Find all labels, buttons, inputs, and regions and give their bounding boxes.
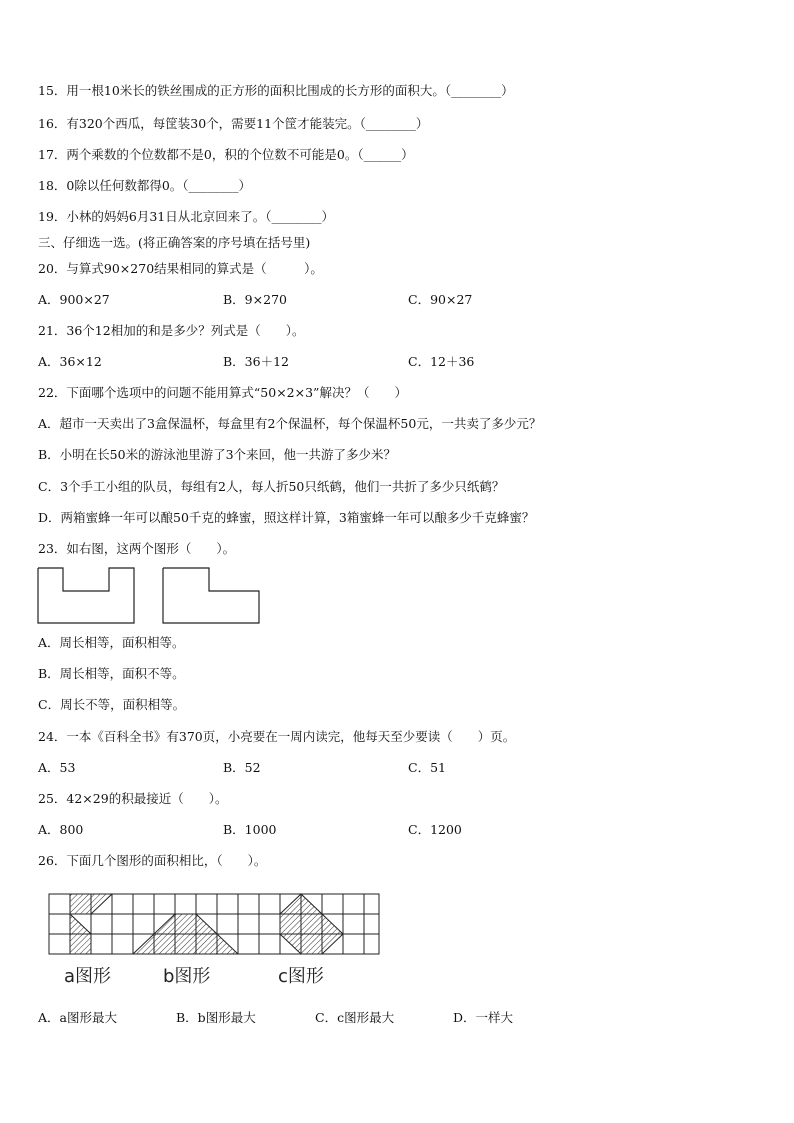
question-24-option-a: A．53 [38,760,76,775]
section-title: 三、仔细选一选。(将正确答案的序号填在括号里) [38,235,311,250]
question-26-stem: 26．下面几个图形的面积相比，（ ）。 [38,853,267,868]
question-20-option-b: B．9×270 [223,292,287,307]
question-18: 18．0除以任何数都得0。（________） [38,178,252,193]
question-25-stem: 25．42×29的积最接近（ ）。 [38,791,228,806]
question-26-option-d: D．一样大 [453,1010,514,1025]
question-16: 16．有320个西瓜，每筐装30个，需要11个筐才能装完。（________） [38,116,429,131]
question-24-option-b: B．52 [223,760,261,775]
question-23-stem: 23．如右图，这两个图形（ ）。 [38,541,236,556]
question-26-option-a: A．a图形最大 [38,1010,117,1025]
question-17: 17．两个乘数的个位数都不是0，积的个位数不可能是0。（______） [38,147,414,162]
question-25-option-c: C．1200 [408,822,462,837]
figure-b-label: b图形 [163,966,211,987]
question-23-option-c: C．周长不等，面积相等。 [38,697,186,712]
question-21-stem: 21．36个12相加的和是多少？列式是（ ）。 [38,323,305,338]
question-15: 15．用一根10米长的铁丝围成的正方形的面积比围成的长方形的面积大。（________） [38,83,514,98]
u-shape-figure [37,567,137,625]
question-23-option-a: A．周长相等，面积相等。 [38,635,185,650]
question-25-option-a: A．800 [38,822,84,837]
question-19: 19．小林的妈妈6月31日从北京回来了。（________） [38,209,335,224]
figure-c [280,894,343,954]
area-grid [47,892,383,958]
question-21-option-a: A．36×12 [38,354,102,369]
question-21-option-c: C．12＋36 [408,354,475,369]
question-20-option-c: C．90×27 [408,292,473,307]
question-22-option-d: D．两箱蜜蜂一年可以酿50千克的蜂蜜，照这样计算，3箱蜜蜂一年可以酿多少千克蜂蜜？ [38,510,535,525]
figure-a-right [91,894,112,914]
figure-a-label: a图形 [64,966,112,987]
question-22-option-a: A．超市一天卖出了3盒保温杯，每盒里有2个保温杯，每个保温杯50元，一共卖了多少元？ [38,416,542,431]
question-24-stem: 24．一本《百科全书》有370页，小亮要在一周内读完，他每天至少要读（ ）页。 [38,729,516,744]
figure-a [70,894,91,954]
question-26-option-c: C．c图形最大 [315,1010,395,1025]
l-step-shape-figure [162,567,262,625]
question-25-option-b: B．1000 [223,822,277,837]
question-22-option-b: B．小明在长50米的游泳池里游了3个来回，他一共游了多少米？ [38,447,397,462]
question-26-option-b: B．b图形最大 [176,1010,256,1025]
question-22-stem: 22．下面哪个选项中的问题不能用算式“50×2×3”解决？（ ） [38,385,407,400]
figure-c-label: c图形 [278,966,324,987]
question-24-option-c: C．51 [408,760,446,775]
question-20-stem: 20．与算式90×270结果相同的算式是（ ）。 [38,261,323,276]
question-23-option-b: B．周长相等，面积不等。 [38,666,185,681]
question-20-option-a: A．900×27 [38,292,110,307]
question-22-option-c: C．3个手工小组的队员，每组有2人，每人折50只纸鹤，他们一共折了多少只纸鹤？ [38,479,505,494]
question-21-option-b: B．36＋12 [223,354,289,369]
